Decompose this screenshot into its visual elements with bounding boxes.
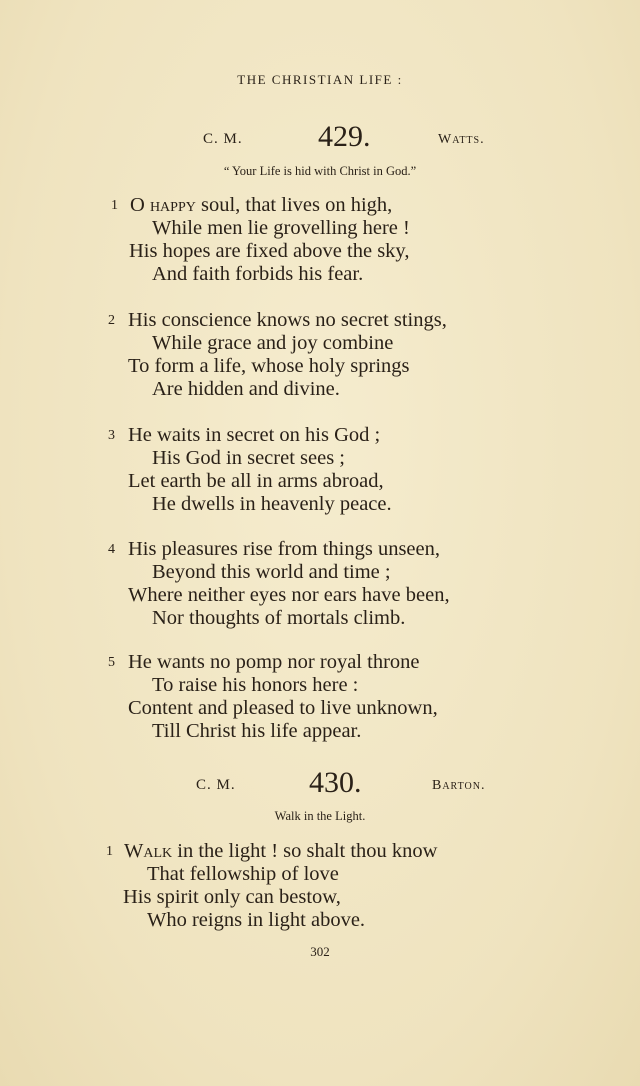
verse-line: His pleasures rise from things unseen,: [128, 538, 440, 560]
verse-line: He waits in secret on his God ;: [128, 424, 381, 446]
verse-line: To form a life, whose holy springs: [128, 355, 410, 377]
verse-line: To raise his honors here :: [152, 674, 359, 696]
hymn-number: 430.: [309, 766, 362, 799]
verse-line: His hopes are fixed above the sky,: [129, 240, 410, 262]
page-number: 302: [310, 944, 330, 959]
verse-line: That fellowship of love: [147, 863, 339, 885]
verse-line: He wants no pomp nor royal throne: [128, 651, 420, 673]
hymn-author: Watts.: [438, 132, 485, 147]
verse-line: Beyond this world and time ;: [152, 561, 391, 583]
verse-number: 1: [111, 198, 118, 213]
verse-line: Content and pleased to live unknown,: [128, 697, 438, 719]
verse-line: His conscience knows no secret stings,: [128, 309, 447, 331]
verse-line: He dwells in heavenly peace.: [152, 493, 392, 515]
verse-line: Who reigns in light above.: [147, 909, 366, 931]
verse-number: 1: [106, 844, 113, 859]
hymn-header: [0, 766, 640, 806]
hymn-subtitle: Walk in the Light.: [274, 809, 366, 823]
verse-line: His God in secret sees ;: [152, 447, 345, 469]
verse-line: Till Christ his life appear.: [152, 720, 362, 742]
verse-line: Nor thoughts of mortals climb.: [152, 607, 406, 629]
running-head: THE CHRISTIAN LIFE :: [237, 72, 403, 87]
verse-line: Where neither eyes nor ears have been,: [128, 584, 450, 606]
verse-line: While men lie grovelling here !: [152, 217, 410, 239]
verse-line: And faith forbids his fear.: [152, 263, 364, 285]
hymn-header: [0, 120, 640, 160]
verse-number: 2: [108, 313, 115, 328]
verse-line: Are hidden and divine.: [152, 378, 340, 400]
verse-number: 3: [108, 428, 115, 443]
hymn-meter: C. M.: [196, 777, 236, 793]
verse-line: His spirit only can bestow,: [123, 886, 341, 908]
hymn-subtitle: “ Your Life is hid with Christ in God.”: [223, 164, 417, 178]
hymn-author: Barton.: [432, 778, 486, 793]
verse-line: While grace and joy combine: [152, 332, 394, 354]
verse-number: 5: [108, 655, 115, 670]
verse-line: Walk in the light ! so shalt thou know: [124, 840, 438, 862]
verse-number: 4: [108, 542, 115, 557]
hymn-number: 429.: [318, 120, 371, 153]
hymn-meter: C. M.: [203, 131, 243, 147]
verse-line: O happy soul, that lives on high,: [130, 194, 393, 216]
verse-line: Let earth be all in arms abroad,: [128, 470, 384, 492]
